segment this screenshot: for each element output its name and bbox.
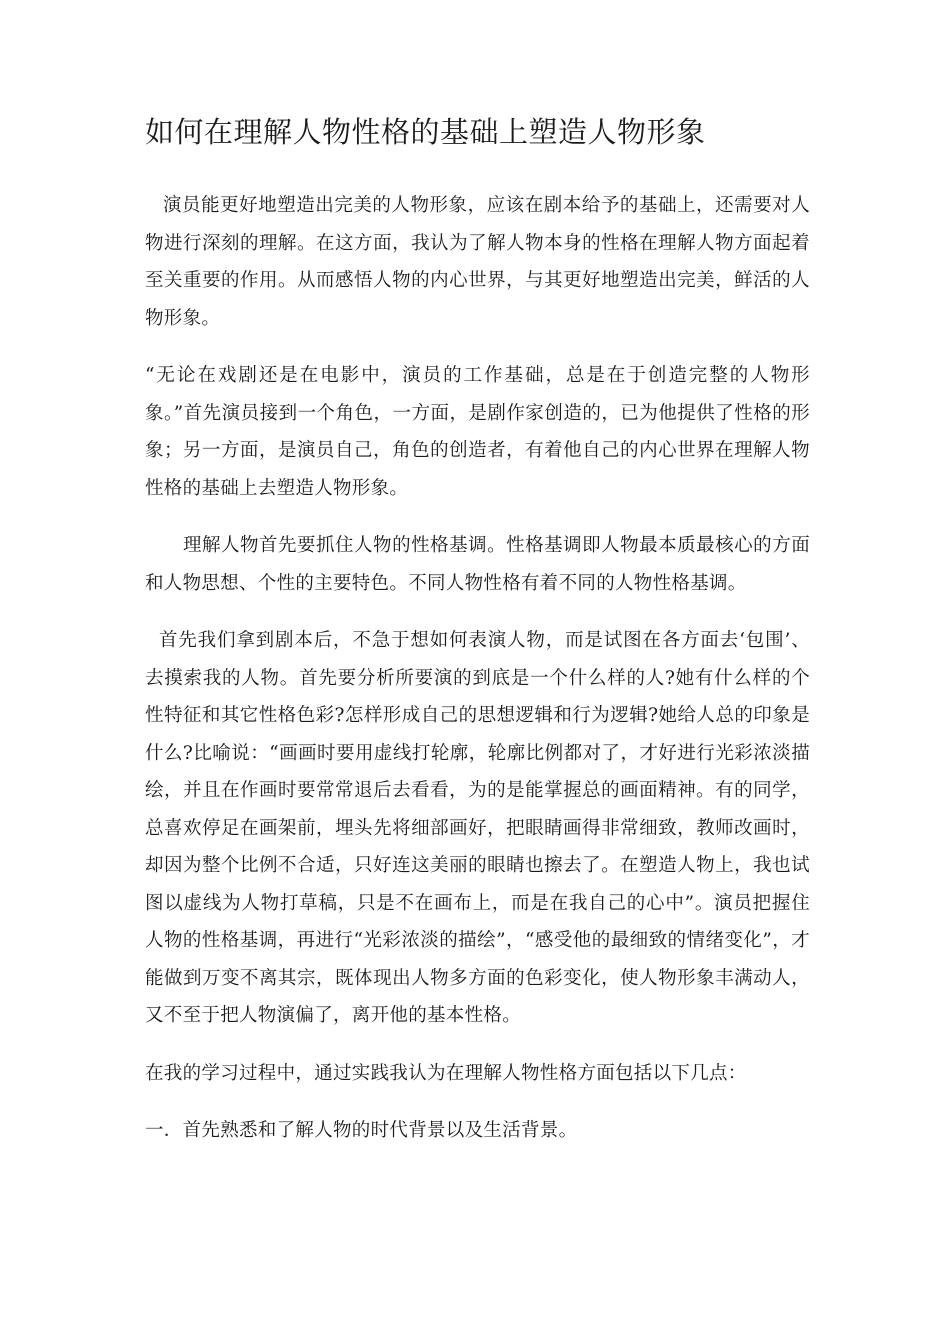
- paragraph-quote: “无论在戏剧还是在电影中，演员的工作基础，总是在于创造完整的人物形象。”首先演员接到一个角色，一方面，是剧作家创造的，已为他提供了性格的形象；另一方面，是演员自己，角色的创造者，有着他自己的内心世界在理解人物性格的基础上去塑造人物形象。: [145, 365, 810, 499]
- paragraph-tone: 理解人物首先要抓住人物的性格基调。性格基调即人物最本质最核心的方面和人物思想、个性的主要特色。不同人物性格有着不同的人物性格基调。: [145, 535, 810, 594]
- paragraph-points-intro: 在我的学习过程中，通过实践我认为在理解人物性格方面包括以下几点：: [145, 1062, 747, 1084]
- paragraph-intro: 演员能更好地塑造出完美的人物形象，应该在剧本给予的基础上，还需要对人物进行深刻的理解。在这方面，我认为了解人物本身的性格在理解人物方面起着至关重要的作用。从而感悟人物的内心世界，与其更好地塑造出完美，鲜活的人物形象。: [145, 195, 810, 329]
- document-title: 如何在理解人物性格的基础上塑造人物形象: [145, 115, 706, 149]
- paragraph-analysis: 首先我们拿到剧本后，不急于想如何表演人物，而是试图在各方面去‘包围’、去摸索我的人物。首先要分析所要演的到底是一个什么样的人?她有什么样的个性特征和其它性格色彩?怎样形成自己的思想逻辑和行为逻辑?她给人总的印象是什么?比喻说：“画画时要用虚线打轮廓，轮廓比例都对了，才好进行光彩浓淡描绘，并且在作画时要常常退后去看看，为的是能掌握总的画面精神。有的同学，总喜欢停足在画架前，埋头先将细部画好，把眼睛画得非常细致，教师改画时，却因为整个比例不合适，只好连这美丽的眼睛也擦去了。在塑造人物上，我也试图以虚线为人物打草稿，只是不在画布上，而是在我自己的心中”。演员把握住人物的性格基调，再进行“光彩浓淡的描绘”，“感受他的最细致的情绪变化”，才能做到万变不离其宗，既体现出人物多方面的色彩变化，使人物形象丰满动人，又不至于把人物演偏了，离开他的基本性格。: [145, 630, 810, 1026]
- document-body: [145, 187, 810, 1170]
- paragraph-point-one: 一．首先熟悉和了解人物的时代背景以及生活背景。: [145, 1120, 578, 1141]
